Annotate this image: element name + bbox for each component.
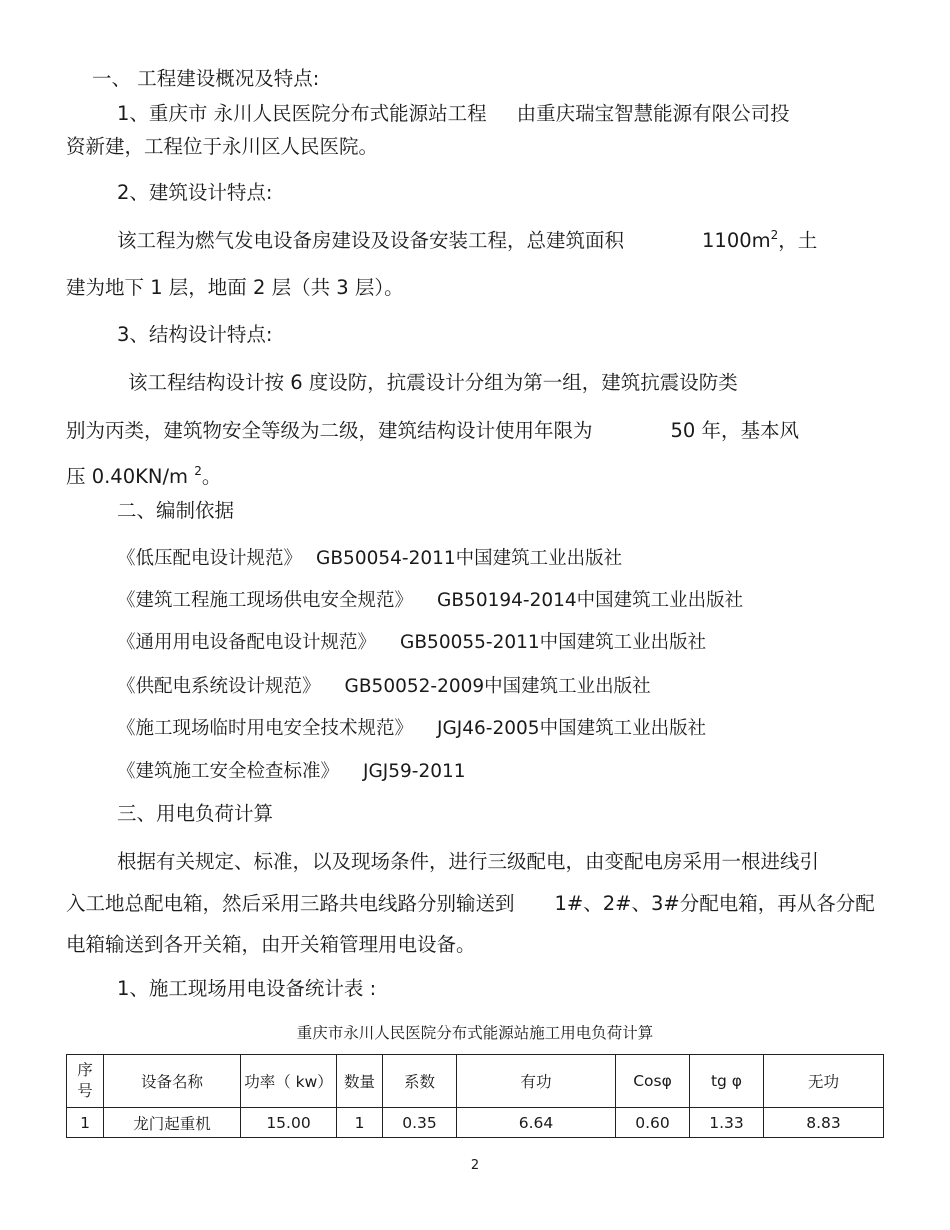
reference-code: GB50055-2011 bbox=[400, 632, 540, 653]
cell-coefficient: 0.35 bbox=[383, 1108, 457, 1138]
reference-code: JGJ46-2005 bbox=[437, 718, 540, 739]
cell-quantity: 1 bbox=[337, 1108, 383, 1138]
reference-title: 《建筑工程施工现场供电安全规范》 bbox=[117, 590, 414, 611]
investor-text: 由重庆瑞宝智慧能源有限公司投 bbox=[516, 102, 790, 125]
load-calc-line-3: 电箱输送到各开关箱，由开关箱管理用电设备。 bbox=[66, 933, 476, 956]
structure-design-line-2 bbox=[66, 418, 799, 444]
cell-power: 15.00 bbox=[241, 1108, 337, 1138]
reference-item bbox=[117, 716, 706, 742]
reference-code: JGJ59-2011 bbox=[363, 761, 466, 782]
reference-item bbox=[117, 546, 622, 572]
distribution-boxes-text: 1#、2#、3#分配电箱，再从各分配 bbox=[554, 892, 875, 915]
reference-item bbox=[117, 674, 651, 700]
reference-item bbox=[117, 630, 706, 656]
reference-title: 《供配电系统设计规范》 bbox=[117, 676, 321, 697]
header-power: 功率（ kw） bbox=[241, 1055, 337, 1108]
reference-title: 《通用用电设备配电设计规范》 bbox=[117, 632, 377, 653]
structure-design-line-3 bbox=[66, 464, 221, 490]
building-design-tail: ，土 bbox=[778, 229, 818, 252]
cell-device-name: 龙门起重机 bbox=[104, 1108, 241, 1138]
section-1-para-line-2: 资新建，工程位于永川区人民医院。 bbox=[66, 135, 379, 158]
reference-code: GB50054-2011 bbox=[316, 548, 456, 569]
section-2-heading: 二、编制依据 bbox=[117, 499, 235, 522]
load-calc-line-2 bbox=[66, 891, 875, 917]
building-design-line-1 bbox=[117, 228, 817, 254]
header-cos-phi: Cosφ bbox=[616, 1055, 690, 1108]
structure-design-line-1: 该工程结构设计按 6 度设防，抗震设计分组为第一组，建筑抗震设防类 bbox=[128, 371, 738, 394]
section-1-heading: 一、 工程建设概况及特点: bbox=[92, 67, 320, 90]
header-active-power: 有功 bbox=[457, 1055, 616, 1108]
cell-reactive-power: 8.83 bbox=[764, 1108, 884, 1138]
reference-publisher: 中国建筑工业出版社 bbox=[539, 718, 707, 739]
header-tg-phi: tg φ bbox=[690, 1055, 764, 1108]
load-calc-line-1: 根据有关规定、标准，以及现场条件，进行三级配电，由变配电房采用一根进线引 bbox=[117, 850, 820, 873]
header-device-name: 设备名称 bbox=[104, 1055, 241, 1108]
reference-code: GB50194-2014 bbox=[437, 590, 577, 611]
reference-publisher: 中国建筑工业出版社 bbox=[539, 632, 707, 653]
section-3-heading: 三、用电负荷计算 bbox=[117, 802, 274, 825]
section-3-1-heading: 1、施工现场用电设备统计表 : bbox=[117, 977, 377, 1000]
area-superscript: 2 bbox=[770, 228, 779, 242]
area-value: 1100m bbox=[702, 229, 771, 252]
table-header-row bbox=[67, 1055, 884, 1108]
reference-code: GB50052-2009 bbox=[344, 676, 485, 697]
header-seq bbox=[67, 1055, 104, 1108]
project-name-text: 1、重庆市 永川人民医院分布式能源站工程 bbox=[117, 102, 487, 125]
design-life-text: 50 年，基本风 bbox=[670, 419, 800, 442]
cell-seq: 1 bbox=[67, 1108, 104, 1138]
table-caption: 重庆市永川人民医院分布式能源站施工用电负荷计算 bbox=[296, 1024, 654, 1042]
load-calculation-table bbox=[66, 1054, 884, 1138]
table-row bbox=[67, 1108, 884, 1138]
cell-cos-phi: 0.60 bbox=[616, 1108, 690, 1138]
header-quantity: 数量 bbox=[337, 1055, 383, 1108]
section-1-3-heading: 3、结构设计特点: bbox=[117, 323, 273, 346]
reference-item bbox=[117, 759, 466, 785]
header-seq-line-1: 序 bbox=[77, 1061, 93, 1079]
page-number: 2 bbox=[470, 1158, 480, 1173]
cell-tg-phi: 1.33 bbox=[690, 1108, 764, 1138]
building-design-line-2: 建为地下 1 层，地面 2 层（共 3 层）。 bbox=[66, 276, 404, 299]
reference-title: 《建筑施工安全检查标准》 bbox=[117, 761, 340, 782]
structure-design-text: 别为丙类，建筑物安全等级为二级，建筑结构设计使用年限为 bbox=[66, 419, 593, 442]
wind-pressure-superscript: 2 bbox=[194, 464, 202, 478]
reference-title: 《施工现场临时用电安全技术规范》 bbox=[117, 718, 414, 739]
wind-pressure-text: 压 0.40KN/m bbox=[66, 465, 195, 488]
reference-item bbox=[117, 588, 743, 614]
header-coefficient: 系数 bbox=[383, 1055, 457, 1108]
section-1-2-heading: 2、建筑设计特点: bbox=[117, 181, 273, 204]
building-design-text: 该工程为燃气发电设备房建设及设备安装工程，总建筑面积 bbox=[117, 229, 625, 252]
header-seq-line-2: 号 bbox=[77, 1082, 93, 1100]
reference-publisher: 中国建筑工业出版社 bbox=[576, 590, 744, 611]
wind-pressure-tail: 。 bbox=[201, 465, 222, 488]
header-reactive-power: 无功 bbox=[764, 1055, 884, 1108]
reference-publisher: 中国建筑工业出版社 bbox=[484, 676, 651, 697]
cell-active-power: 6.64 bbox=[457, 1108, 616, 1138]
reference-title: 《低压配电设计规范》 bbox=[117, 548, 303, 569]
section-1-para-line-1 bbox=[117, 101, 790, 127]
reference-publisher: 中国建筑工业出版社 bbox=[455, 548, 623, 569]
load-calc-text: 入工地总配电箱，然后采用三路共电线路分别输送到 bbox=[66, 892, 515, 915]
